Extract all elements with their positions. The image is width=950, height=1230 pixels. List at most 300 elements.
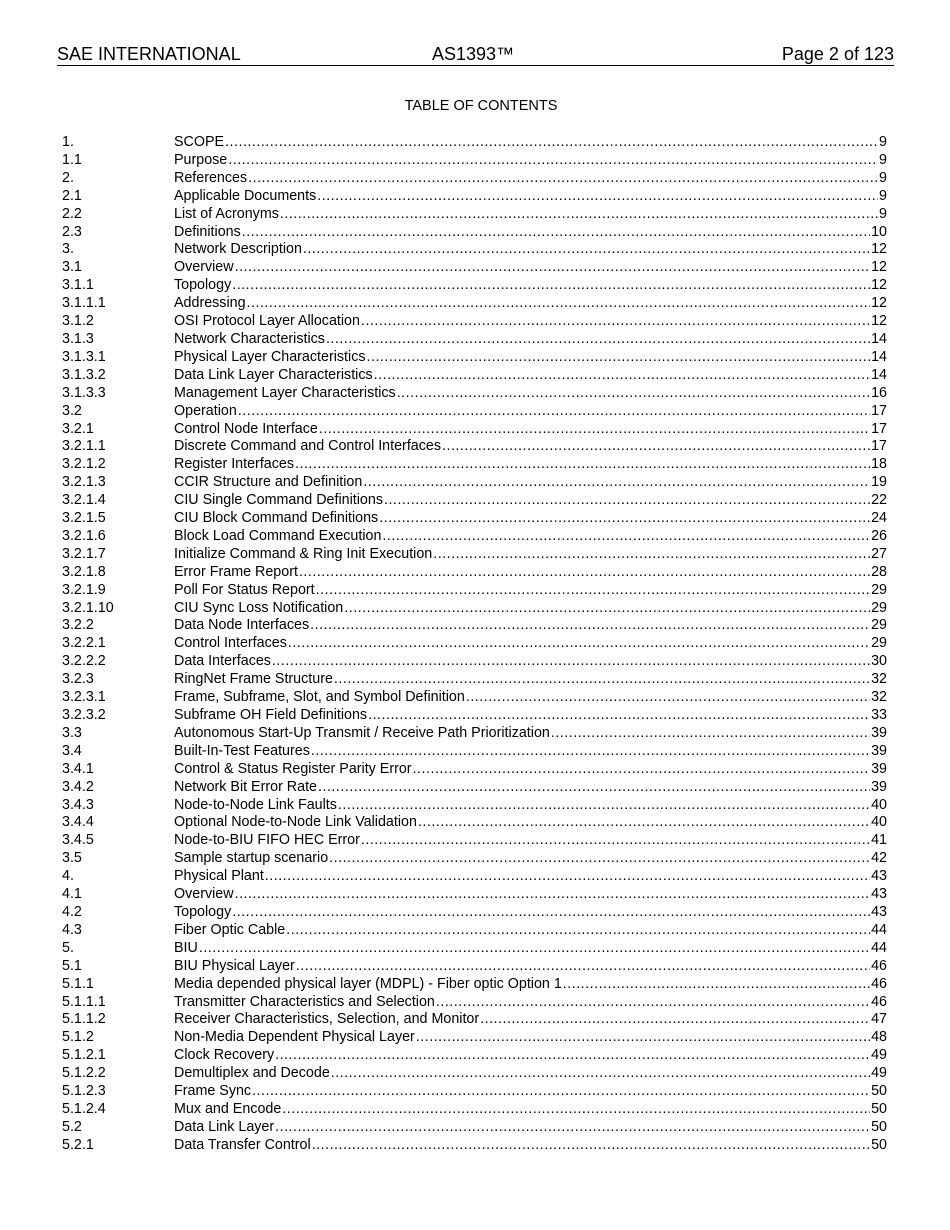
toc-entry bbox=[62, 904, 887, 922]
dot-leader bbox=[199, 940, 870, 958]
toc-entry bbox=[62, 743, 887, 761]
toc-entry bbox=[62, 832, 887, 850]
toc-entry-line bbox=[174, 850, 887, 868]
toc-entry-number: 3.1 bbox=[62, 259, 82, 276]
toc-entry-line bbox=[174, 922, 887, 940]
toc-entry-line bbox=[174, 134, 887, 152]
toc-entry-line bbox=[174, 617, 887, 635]
toc-entry bbox=[62, 331, 887, 349]
toc-entry-line bbox=[174, 904, 887, 922]
toc-entry-page: 32 bbox=[871, 689, 887, 706]
toc-entry bbox=[62, 814, 887, 832]
toc-entry-line bbox=[174, 224, 887, 242]
toc-entry bbox=[62, 510, 887, 528]
toc-entry-title: Applicable Documents bbox=[174, 187, 317, 204]
toc-entry-page: 39 bbox=[871, 760, 887, 777]
dot-leader bbox=[288, 635, 870, 653]
toc-entry-page: 40 bbox=[871, 814, 887, 831]
toc-entry-title: Error Frame Report bbox=[174, 563, 298, 580]
toc-entry-line bbox=[174, 349, 887, 367]
toc-entry-line bbox=[174, 1011, 887, 1029]
dot-leader bbox=[368, 707, 870, 725]
toc-entry bbox=[62, 528, 887, 546]
toc-entry-number: 5.1.2.4 bbox=[62, 1100, 106, 1117]
toc-entry bbox=[62, 224, 887, 242]
toc-entry bbox=[62, 850, 887, 868]
toc-entry-page: 28 bbox=[871, 563, 887, 580]
toc-entry-number: 4. bbox=[62, 868, 74, 885]
toc-entry-number: 5. bbox=[62, 939, 74, 956]
toc-entry-page: 17 bbox=[871, 438, 887, 455]
toc-entry-number: 3.4.1 bbox=[62, 760, 94, 777]
toc-entry-page: 14 bbox=[871, 330, 887, 347]
toc-entry-number: 5.1.1.2 bbox=[62, 1011, 106, 1028]
page-header bbox=[57, 43, 894, 66]
toc-entry-page: 29 bbox=[871, 581, 887, 598]
toc-entry bbox=[62, 1011, 887, 1029]
toc-entry-title: Node-to-Node Link Faults bbox=[174, 796, 337, 813]
toc-entry-title: Built-In-Test Features bbox=[174, 742, 310, 759]
toc-entry-page: 47 bbox=[871, 1011, 887, 1028]
toc-entry-title: Frame Sync bbox=[174, 1083, 252, 1100]
dot-leader bbox=[418, 814, 870, 832]
toc-entry-title: Receiver Characteristics, Selection, and Monitor bbox=[174, 1011, 480, 1028]
toc-entry-title: BIU Physical Layer bbox=[174, 957, 295, 974]
toc-entry-page: 50 bbox=[871, 1136, 887, 1153]
toc-entry-title: Network Characteristics bbox=[174, 330, 325, 347]
toc-entry-number: 3.4.2 bbox=[62, 778, 94, 795]
toc-entry-title: Block Load Command Execution bbox=[174, 527, 382, 544]
toc-entry-page: 9 bbox=[879, 134, 887, 150]
toc-entry-number: 3.2.2.1 bbox=[62, 635, 106, 652]
dot-leader bbox=[299, 564, 870, 582]
toc-entry-number: 3.1.2 bbox=[62, 313, 94, 330]
toc-entry-title: Management Layer Characteristics bbox=[174, 384, 396, 401]
toc-entry-page: 10 bbox=[871, 223, 887, 240]
toc-entry-title: Purpose bbox=[174, 151, 228, 168]
toc-entry bbox=[62, 976, 887, 994]
toc-entry-page: 46 bbox=[871, 993, 887, 1010]
toc-list bbox=[62, 134, 887, 1155]
dot-leader bbox=[242, 224, 870, 242]
toc-entry-line bbox=[174, 385, 887, 403]
toc-entry-title: SCOPE bbox=[174, 134, 225, 150]
dot-leader bbox=[382, 528, 870, 546]
toc-entry-page: 44 bbox=[871, 921, 887, 938]
toc-entry-title: Transmitter Characteristics and Selection bbox=[174, 993, 435, 1010]
toc-entry-number: 3.2.2.2 bbox=[62, 653, 106, 670]
dot-leader bbox=[379, 510, 870, 528]
toc-entry-number: 3.2.1 bbox=[62, 420, 94, 437]
toc-entry-line bbox=[174, 976, 887, 994]
toc-entry bbox=[62, 1119, 887, 1137]
toc-entry-number: 3.2.1.3 bbox=[62, 474, 106, 491]
dot-leader bbox=[225, 134, 878, 152]
toc-entry-title: Topology bbox=[174, 277, 232, 294]
toc-entry-line bbox=[174, 994, 887, 1012]
toc-entry-title: OSI Protocol Layer Allocation bbox=[174, 313, 360, 330]
toc-entry-number: 4.3 bbox=[62, 921, 82, 938]
toc-entry-page: 22 bbox=[871, 492, 887, 509]
toc-entry bbox=[62, 886, 887, 904]
toc-entry bbox=[62, 1065, 887, 1083]
toc-entry-number: 3.2.1.4 bbox=[62, 492, 106, 509]
toc-entry-line bbox=[174, 546, 887, 564]
toc-entry-number: 4.2 bbox=[62, 903, 82, 920]
toc-entry-line bbox=[174, 170, 887, 188]
toc-entry-number: 3.4.5 bbox=[62, 832, 94, 849]
toc-entry-page: 49 bbox=[871, 1065, 887, 1082]
dot-leader bbox=[316, 582, 870, 600]
dot-leader bbox=[228, 152, 878, 170]
toc-entry bbox=[62, 295, 887, 313]
toc-entry bbox=[62, 1047, 887, 1065]
dot-leader bbox=[551, 725, 870, 743]
toc-entry bbox=[62, 600, 887, 618]
toc-entry-number: 3.2.2 bbox=[62, 617, 94, 634]
toc-entry-page: 32 bbox=[871, 671, 887, 688]
toc-entry-title: Control Interfaces bbox=[174, 635, 287, 652]
toc-entry-number: 3.4.4 bbox=[62, 814, 94, 831]
toc-entry-number: 3.1.3.2 bbox=[62, 366, 106, 383]
toc-entry-title: Overview bbox=[174, 886, 234, 903]
dot-leader bbox=[326, 331, 870, 349]
dot-leader bbox=[329, 850, 870, 868]
dot-leader bbox=[275, 1047, 870, 1065]
toc-entry bbox=[62, 994, 887, 1012]
toc-entry-page: 29 bbox=[871, 617, 887, 634]
dot-leader bbox=[310, 617, 870, 635]
toc-entry-number: 3.1.3 bbox=[62, 330, 94, 347]
toc-entry-line bbox=[174, 725, 887, 743]
dot-leader bbox=[374, 367, 870, 385]
dot-leader bbox=[363, 474, 870, 492]
toc-entry-line bbox=[174, 1029, 887, 1047]
toc-entry bbox=[62, 492, 887, 510]
toc-entry-line bbox=[174, 814, 887, 832]
toc-entry-line bbox=[174, 600, 887, 618]
dot-leader bbox=[397, 385, 870, 403]
toc-entry-page: 48 bbox=[871, 1029, 887, 1046]
toc-entry bbox=[62, 868, 887, 886]
toc-entry bbox=[62, 617, 887, 635]
toc-entry-title: Addressing bbox=[174, 295, 246, 312]
toc-entry bbox=[62, 653, 887, 671]
dot-leader bbox=[413, 761, 871, 779]
dot-leader bbox=[272, 653, 870, 671]
toc-entry-title: Physical Layer Characteristics bbox=[174, 348, 366, 365]
dot-leader bbox=[275, 1119, 870, 1137]
toc-entry-number: 3.4.3 bbox=[62, 796, 94, 813]
toc-entry-page: 40 bbox=[871, 796, 887, 813]
toc-entry-line bbox=[174, 582, 887, 600]
toc-entry-title: Data Transfer Control bbox=[174, 1136, 311, 1153]
toc-entry bbox=[62, 707, 887, 725]
toc-entry bbox=[62, 689, 887, 707]
toc-entry-title: Data Node Interfaces bbox=[174, 617, 310, 634]
dot-leader bbox=[361, 832, 870, 850]
toc-entry-number: 5.2.1 bbox=[62, 1136, 94, 1153]
toc-entry-number: 3.2.1.5 bbox=[62, 510, 106, 527]
toc-entry-page: 19 bbox=[871, 474, 887, 491]
toc-entry-line bbox=[174, 1119, 887, 1137]
toc-entry-number: 3.1.3.3 bbox=[62, 384, 106, 401]
toc-entry-title: Non-Media Dependent Physical Layer bbox=[174, 1029, 415, 1046]
toc-entry-line bbox=[174, 832, 887, 850]
toc-entry-line bbox=[174, 671, 887, 689]
toc-entry bbox=[62, 546, 887, 564]
dot-leader bbox=[311, 743, 870, 761]
toc-entry-title: Operation bbox=[174, 402, 237, 419]
toc-entry bbox=[62, 259, 887, 277]
toc-entry-title: BIU bbox=[174, 939, 198, 956]
dot-leader bbox=[319, 421, 870, 439]
dot-leader bbox=[296, 958, 870, 976]
dot-leader bbox=[286, 922, 870, 940]
toc-entry-line bbox=[174, 438, 887, 456]
toc-entry-title: Data Link Layer Characteristics bbox=[174, 366, 373, 383]
toc-entry-line bbox=[174, 367, 887, 385]
toc-entry bbox=[62, 277, 887, 295]
toc-entry bbox=[62, 421, 887, 439]
toc-entry-line bbox=[174, 277, 887, 295]
toc-entry-page: 44 bbox=[871, 939, 887, 956]
toc-entry-line bbox=[174, 797, 887, 815]
toc-entry-line bbox=[174, 456, 887, 474]
toc-entry-number: 3.2.1.8 bbox=[62, 563, 106, 580]
toc-entry-title: References bbox=[174, 169, 248, 186]
toc-entry-number: 1.1 bbox=[62, 151, 82, 168]
toc-entry-page: 46 bbox=[871, 975, 887, 992]
dot-leader bbox=[303, 241, 870, 259]
toc-entry-title: Clock Recovery bbox=[174, 1047, 275, 1064]
dot-leader bbox=[338, 797, 870, 815]
toc-entry bbox=[62, 797, 887, 815]
toc-entry-number: 2.3 bbox=[62, 223, 82, 240]
toc-entry-number: 2. bbox=[62, 169, 74, 186]
toc-entry-number: 3.2.1.10 bbox=[62, 599, 114, 616]
toc-entry bbox=[62, 456, 887, 474]
toc-entry-page: 9 bbox=[879, 169, 887, 186]
toc-entry bbox=[62, 1101, 887, 1119]
toc-entry-line bbox=[174, 421, 887, 439]
toc-entry-number: 5.1.2.3 bbox=[62, 1083, 106, 1100]
toc-entry-page: 43 bbox=[871, 903, 887, 920]
toc-entry-title: Overview bbox=[174, 259, 234, 276]
dot-leader bbox=[248, 170, 878, 188]
toc-entry-number: 5.1.2.2 bbox=[62, 1065, 106, 1082]
toc-entry-number: 2.2 bbox=[62, 205, 82, 222]
dot-leader bbox=[232, 277, 870, 295]
toc-entry-title: Data Interfaces bbox=[174, 653, 271, 670]
dot-leader bbox=[280, 206, 878, 224]
toc-entry bbox=[62, 940, 887, 958]
toc-entry bbox=[62, 725, 887, 743]
dot-leader bbox=[334, 671, 870, 689]
toc-entry-line bbox=[174, 1065, 887, 1083]
dot-leader bbox=[232, 904, 870, 922]
toc-entry-number: 3.5 bbox=[62, 850, 82, 867]
toc-entry-line bbox=[174, 743, 887, 761]
toc-entry-title: Autonomous Start-Up Transmit / Receive Path Prioritization bbox=[174, 724, 550, 741]
toc-entry bbox=[62, 241, 887, 259]
toc-entry-number: 5.2 bbox=[62, 1118, 82, 1135]
toc-entry-line bbox=[174, 635, 887, 653]
toc-entry-title: Network Description bbox=[174, 241, 302, 258]
toc-entry bbox=[62, 958, 887, 976]
header-page-label: Page 2 of 123 bbox=[781, 44, 894, 64]
toc-entry bbox=[62, 779, 887, 797]
dot-leader bbox=[317, 188, 878, 206]
toc-entry-page: 12 bbox=[871, 277, 887, 294]
toc-entry bbox=[62, 564, 887, 582]
toc-entry-page: 14 bbox=[871, 348, 887, 365]
toc-entry-line bbox=[174, 152, 887, 170]
toc-entry bbox=[62, 188, 887, 206]
toc-entry-number: 3.2.1.2 bbox=[62, 456, 106, 473]
toc-entry-page: 9 bbox=[879, 205, 887, 222]
toc-entry-number: 3.1.3.1 bbox=[62, 348, 106, 365]
dot-leader bbox=[442, 438, 870, 456]
toc-entry-page: 17 bbox=[871, 402, 887, 419]
toc-entry-line bbox=[174, 940, 887, 958]
toc-entry-page: 9 bbox=[879, 187, 887, 204]
toc-entry-title: CCIR Structure and Definition bbox=[174, 474, 363, 491]
dot-leader bbox=[433, 546, 870, 564]
toc-entry-line bbox=[174, 707, 887, 725]
toc-entry-title: Control & Status Register Parity Error bbox=[174, 760, 412, 777]
toc-entry-number: 3.2.1.1 bbox=[62, 438, 106, 455]
toc-entry-title: Sample startup scenario bbox=[174, 850, 329, 867]
toc-entry-number: 4.1 bbox=[62, 886, 82, 903]
toc-entry-page: 14 bbox=[871, 366, 887, 383]
header-organization: SAE INTERNATIONAL bbox=[57, 44, 241, 64]
toc-entry-title: Definitions bbox=[174, 223, 241, 240]
toc-entry-page: 26 bbox=[871, 527, 887, 544]
toc-entry-line bbox=[174, 259, 887, 277]
toc-entry-line bbox=[174, 403, 887, 421]
toc-entry-title: Physical Plant bbox=[174, 868, 264, 885]
toc-entry-page: 30 bbox=[871, 653, 887, 670]
toc-entry-page: 43 bbox=[871, 886, 887, 903]
toc-entry-title: CIU Single Command Definitions bbox=[174, 492, 383, 509]
toc-entry-page: 29 bbox=[871, 599, 887, 616]
dot-leader bbox=[344, 600, 870, 618]
toc-entry-number: 3.2.3.1 bbox=[62, 689, 106, 706]
toc-entry-line bbox=[174, 241, 887, 259]
toc-entry-page: 39 bbox=[871, 778, 887, 795]
toc-entry bbox=[62, 170, 887, 188]
toc-entry-number: 3.2 bbox=[62, 402, 82, 419]
toc-entry-title: Subframe OH Field Definitions bbox=[174, 707, 368, 723]
toc-entry-number: 2.1 bbox=[62, 187, 82, 204]
toc-entry-line bbox=[174, 564, 887, 582]
dot-leader bbox=[361, 313, 870, 331]
toc-entry bbox=[62, 1029, 887, 1047]
toc-entry-line bbox=[174, 1137, 887, 1155]
toc-entry-title: List of Acronyms bbox=[174, 205, 279, 222]
toc-entry-title: Network Bit Error Rate bbox=[174, 778, 318, 795]
toc-entry-title: Node-to-BIU FIFO HEC Error bbox=[174, 832, 360, 849]
toc-entry-number: 1. bbox=[62, 134, 74, 150]
toc-entry-page: 12 bbox=[871, 259, 887, 276]
toc-entry-number: 5.1.2 bbox=[62, 1029, 94, 1046]
toc-entry-title: Control Node Interface bbox=[174, 420, 318, 437]
toc-entry-title: Poll For Status Report bbox=[174, 581, 315, 598]
toc-entry-title: CIU Sync Loss Notification bbox=[174, 599, 344, 616]
dot-leader bbox=[282, 1101, 870, 1119]
toc-entry-line bbox=[174, 689, 887, 707]
toc-entry-page: 46 bbox=[871, 957, 887, 974]
dot-leader bbox=[235, 886, 871, 904]
toc-entry-line bbox=[174, 779, 887, 797]
dot-leader bbox=[247, 295, 871, 313]
toc-entry-title: Topology bbox=[174, 903, 232, 920]
dot-leader bbox=[416, 1029, 870, 1047]
toc-entry bbox=[62, 134, 887, 152]
toc-entry-number: 5.1.1 bbox=[62, 975, 94, 992]
toc-entry bbox=[62, 474, 887, 492]
toc-entry-number: 3.2.3.2 bbox=[62, 707, 106, 723]
dot-leader bbox=[312, 1137, 870, 1155]
toc-entry-line bbox=[174, 886, 887, 904]
toc-entry-page: 33 bbox=[871, 707, 887, 723]
toc-entry bbox=[62, 403, 887, 421]
toc-entry-line bbox=[174, 958, 887, 976]
dot-leader bbox=[252, 1083, 870, 1101]
toc-entry-number: 5.1 bbox=[62, 957, 82, 974]
toc-title: TABLE OF CONTENTS bbox=[404, 98, 558, 114]
toc-entry-page: 9 bbox=[879, 151, 887, 168]
toc-entry bbox=[62, 922, 887, 940]
dot-leader bbox=[436, 994, 870, 1012]
dot-leader bbox=[265, 868, 870, 886]
dot-leader bbox=[480, 1011, 870, 1029]
toc-entry-line bbox=[174, 1047, 887, 1065]
toc-entry-title: Data Link Layer bbox=[174, 1118, 275, 1135]
toc-entry-number: 3.2.3 bbox=[62, 671, 94, 688]
toc-entry-line bbox=[174, 510, 887, 528]
toc-entry-title: Mux and Encode bbox=[174, 1100, 282, 1117]
toc-entry-line bbox=[174, 492, 887, 510]
toc-entry-page: 49 bbox=[871, 1047, 887, 1064]
toc-entry-page: 18 bbox=[871, 456, 887, 473]
toc-entry-page: 12 bbox=[871, 313, 887, 330]
toc-entry-page: 12 bbox=[871, 241, 887, 258]
toc-entry-page: 12 bbox=[871, 295, 887, 312]
dot-leader bbox=[331, 1065, 870, 1083]
toc-entry-title: Optional Node-to-Node Link Validation bbox=[174, 814, 417, 831]
toc-entry-page: 39 bbox=[871, 724, 887, 741]
toc-entry-title: Discrete Command and Control Interfaces bbox=[174, 438, 441, 455]
toc-entry-page: 50 bbox=[871, 1118, 887, 1135]
toc-entry-page: 27 bbox=[871, 545, 887, 562]
toc-entry-title: Register Interfaces bbox=[174, 456, 294, 473]
toc-entry bbox=[62, 1137, 887, 1155]
toc-entry bbox=[62, 761, 887, 779]
toc-entry-line bbox=[174, 1083, 887, 1101]
toc-entry-page: 50 bbox=[871, 1100, 887, 1117]
toc-entry-line bbox=[174, 331, 887, 349]
dot-leader bbox=[318, 779, 870, 797]
toc-entry-line bbox=[174, 206, 887, 224]
toc-entry-number: 5.1.1.1 bbox=[62, 993, 106, 1010]
toc-entry-line bbox=[174, 295, 887, 313]
toc-entry-number: 5.1.2.1 bbox=[62, 1047, 106, 1064]
toc-entry-page: 41 bbox=[871, 832, 887, 849]
toc-entry-title: Frame, Subframe, Slot, and Symbol Definition bbox=[174, 689, 465, 706]
toc-entry bbox=[62, 1083, 887, 1101]
